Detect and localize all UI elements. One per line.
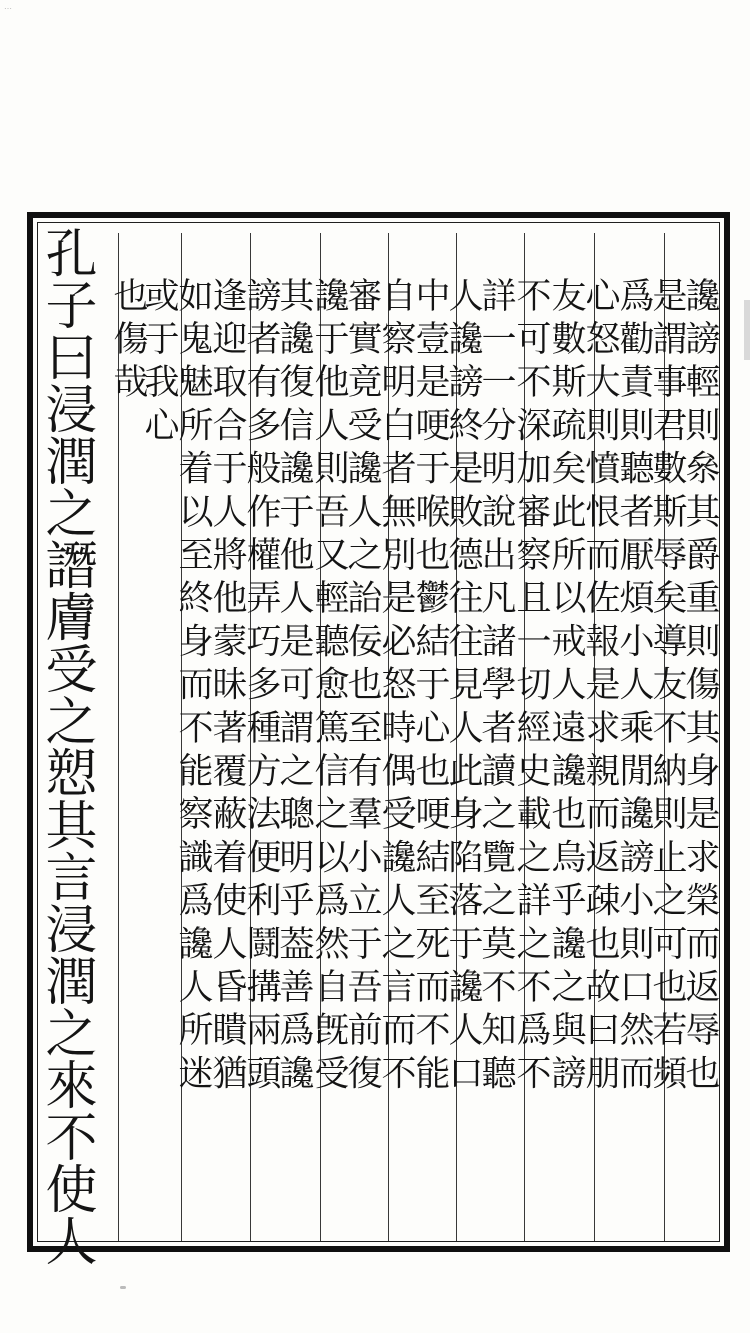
text-column-5: 友數斯疏矣此所以戒人遠讒也烏乎讒之與謗 xyxy=(546,277,586,1098)
text-column-9: 中壹是哽于喉也鬱結于心也哽結至死而不能 xyxy=(410,277,450,1098)
text-column-7: 詳一一分明說出凡諸學者讀之覽之莫不知聽 xyxy=(476,277,516,1098)
text-column-quote: 孔子曰浸潤之譖膚受之愬其言浸潤之來不使人 xyxy=(36,226,96,1266)
text-column-4: 心怒大則憤恨而佐報是求親而返疎也故曰朋 xyxy=(580,277,620,1098)
ink-speck xyxy=(120,1286,126,1289)
text-column-8: 人讒謗終是敗德往往見人此身陷落于讒人口 xyxy=(443,277,483,1098)
text-column-1: 讒謗輕則㕘其爵重則傷其身是求榮而返辱也 xyxy=(680,277,720,1098)
text-column-15: 逢迎取合于人將他蒙昧著覆蔽着使人昏瞶猶 xyxy=(207,277,247,1098)
text-column-18: 也傷哉 xyxy=(108,277,148,407)
text-column-3: 爲勸責則聽者厭煩小人乘閒讒謗小則口然而 xyxy=(614,277,654,1098)
text-column-14: 謗者有多般作權弄巧多種方法便利鬪搆兩頭 xyxy=(241,277,281,1098)
text-column-16: 如鬼魅所着以至終身而不能察識爲讒人所迷 xyxy=(173,277,213,1098)
text-column-13: 其讒復信讒于他人是可謂之聰明乎葢善爲讒 xyxy=(274,277,314,1098)
text-column-17: 或于我心 xyxy=(139,277,179,450)
text-column-11: 審實竟受讒人之詒佞也至有羣小立于吾前復 xyxy=(342,277,382,1098)
text-column-2: 是謂事君數斯辱矣導友不納則止之可也若頻 xyxy=(647,277,687,1098)
text-column-6: 不可不深加審察且一切經史載之詳之不爲不 xyxy=(511,277,551,1098)
text-column-10: 自察明白者無別是必怒時偶受讒人之言而不 xyxy=(376,277,416,1098)
text-column-12: 讒于他人則吾又輕聽愈篤信之以爲然自旣受 xyxy=(309,277,349,1098)
page-edge-shadow xyxy=(744,300,750,360)
scan-mark: … xyxy=(4,2,12,11)
